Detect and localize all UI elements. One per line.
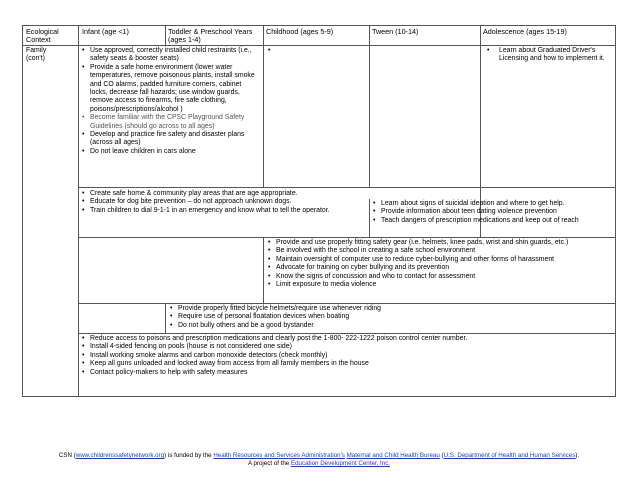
- table-border: [22, 396, 616, 397]
- table-border: [615, 25, 616, 397]
- footer-link-hhs[interactable]: U.S. Department of Health and Human Services: [443, 452, 576, 459]
- header-toddler: Toddler & Preschool Years (ages 1-4): [168, 27, 253, 45]
- header-childhood: Childhood (ages 5-9): [266, 27, 334, 36]
- footer-text: (: [439, 452, 444, 459]
- list-item: • Keep all guns unloaded and locked away from access from all family members in the house: [80, 360, 612, 368]
- childhood-onward-cell: [266, 239, 614, 289]
- tween-adolescence-cell: [371, 200, 615, 225]
- header-tween: Tween (10-14): [372, 27, 419, 36]
- table-divider: [165, 25, 166, 45]
- toddler-onward-cell: [168, 305, 608, 330]
- footer-link-mchb[interactable]: Maternal and Child Health Bureau: [346, 452, 440, 459]
- list-item: • Require use of personal floatation devices when boating: [168, 313, 608, 321]
- footer-text: ).: [575, 452, 580, 459]
- infant-toddler-cell: [80, 47, 260, 156]
- list-item: • Limit exposure to media violence: [266, 281, 614, 289]
- list-item: • Reduce access to poisons and prescription medications and clearly post the 1-800- 222-1222 poison control center number.: [80, 335, 612, 343]
- list-item: • Provide and use properly fitting safety gear (i.e. helmets, knee pads, wrist and shin guards, etc.): [266, 239, 614, 247]
- list-item: • Install working smoke alarms and carbon monoxide detectors (check monthly): [80, 352, 612, 360]
- footer-funding: [0, 452, 638, 460]
- footer-text: ) is funded by the: [164, 452, 214, 459]
- table-divider: [78, 25, 79, 397]
- list-item: • Educate for dog bite prevention – do not approach unknown dogs.: [80, 198, 370, 206]
- footer-text: CSN (: [58, 452, 76, 459]
- table-divider: [22, 45, 616, 46]
- table-divider: [78, 187, 616, 188]
- list-item: • Teach dangers of prescription medications and keep out of reach: [371, 217, 615, 225]
- footer-link-csn[interactable]: www.childrenssafetynetwork.org: [75, 452, 165, 459]
- list-item: • Learn about signs of suicidal ideation and where to get help.: [371, 200, 615, 208]
- table-divider: [78, 237, 616, 238]
- early-ages-cell: [80, 190, 370, 215]
- list-item: • Know the signs of concussion and who to contact for assessment: [266, 273, 614, 281]
- list-item: • Develop and practice fire safety and disaster plans (across all ages): [80, 131, 260, 148]
- list-item: • Provide properly fitted bicycle helmets/require use whenever riding: [168, 305, 608, 313]
- list-item: • Train children to dial 9-1-1 in an emergency and know what to tell the operator.: [80, 207, 370, 215]
- table-divider: [78, 303, 616, 304]
- table-divider: [263, 237, 264, 303]
- table-divider: [78, 333, 616, 334]
- table-divider: [165, 303, 166, 333]
- table-border: [22, 25, 23, 397]
- list-item: • Become familiar with the CPSC Playground Safety Guidelines (should go across to all ages): [80, 114, 260, 131]
- list-item: • Learn about Graduated Driver's Licensing and how to implement it.: [485, 47, 613, 64]
- header-adolescence: Adolescence (ages 15-19): [483, 27, 567, 36]
- list-item: • Contact policy-makers to help with safety measures: [80, 369, 612, 377]
- list-item: • Maintain oversight of computer use to reduce cyber-bullying and other forms of harassment: [266, 256, 614, 264]
- safety-table: [22, 25, 616, 397]
- list-item: • Provide a safe home environment (lower water temperatures, remove poisonous plants, install smoke and CO alarms, padded furniture corners, cabinet locks, decrease fall hazards; use window guards, remove access to firearms, fire safe clothing, poisons/prescriptions/alcohol ): [80, 64, 260, 114]
- header-infant: Infant (age <1): [82, 27, 129, 36]
- list-item: • Create safe home & community play areas that are age appropriate.: [80, 190, 370, 198]
- table-divider: [263, 25, 264, 188]
- table-divider: [369, 25, 370, 188]
- list-item: • Do not bully others and be a good bystander: [168, 322, 608, 330]
- list-item: • Use approved, correctly installed child restraints (i.e., safety seats & booster seats): [80, 47, 260, 64]
- list-item: • Provide information about teen dating violence prevention: [371, 208, 615, 216]
- list-item: • Be involved with the school in creating a safe school environment: [266, 247, 614, 255]
- footer-link-edc[interactable]: Education Development Center, Inc.: [290, 460, 391, 467]
- all-ages-cell: [80, 335, 612, 377]
- footer-project: [0, 460, 638, 468]
- list-item: • Do not leave children in cars alone: [80, 148, 260, 156]
- header-ecological-context: Ecological Context: [26, 27, 59, 45]
- list-item: • Install 4-sided fencing on pools (house is not considered one side): [80, 343, 612, 351]
- footer-link-hrsa[interactable]: Health Resources and Services Administration's: [213, 452, 345, 459]
- list-item: • Advocate for training on cyber bullying and its prevention: [266, 264, 614, 272]
- footer-text: A project of the: [247, 460, 291, 467]
- adolescence-cell: [483, 47, 613, 64]
- row-label: Family (con't): [26, 47, 47, 63]
- table-border: [22, 25, 616, 26]
